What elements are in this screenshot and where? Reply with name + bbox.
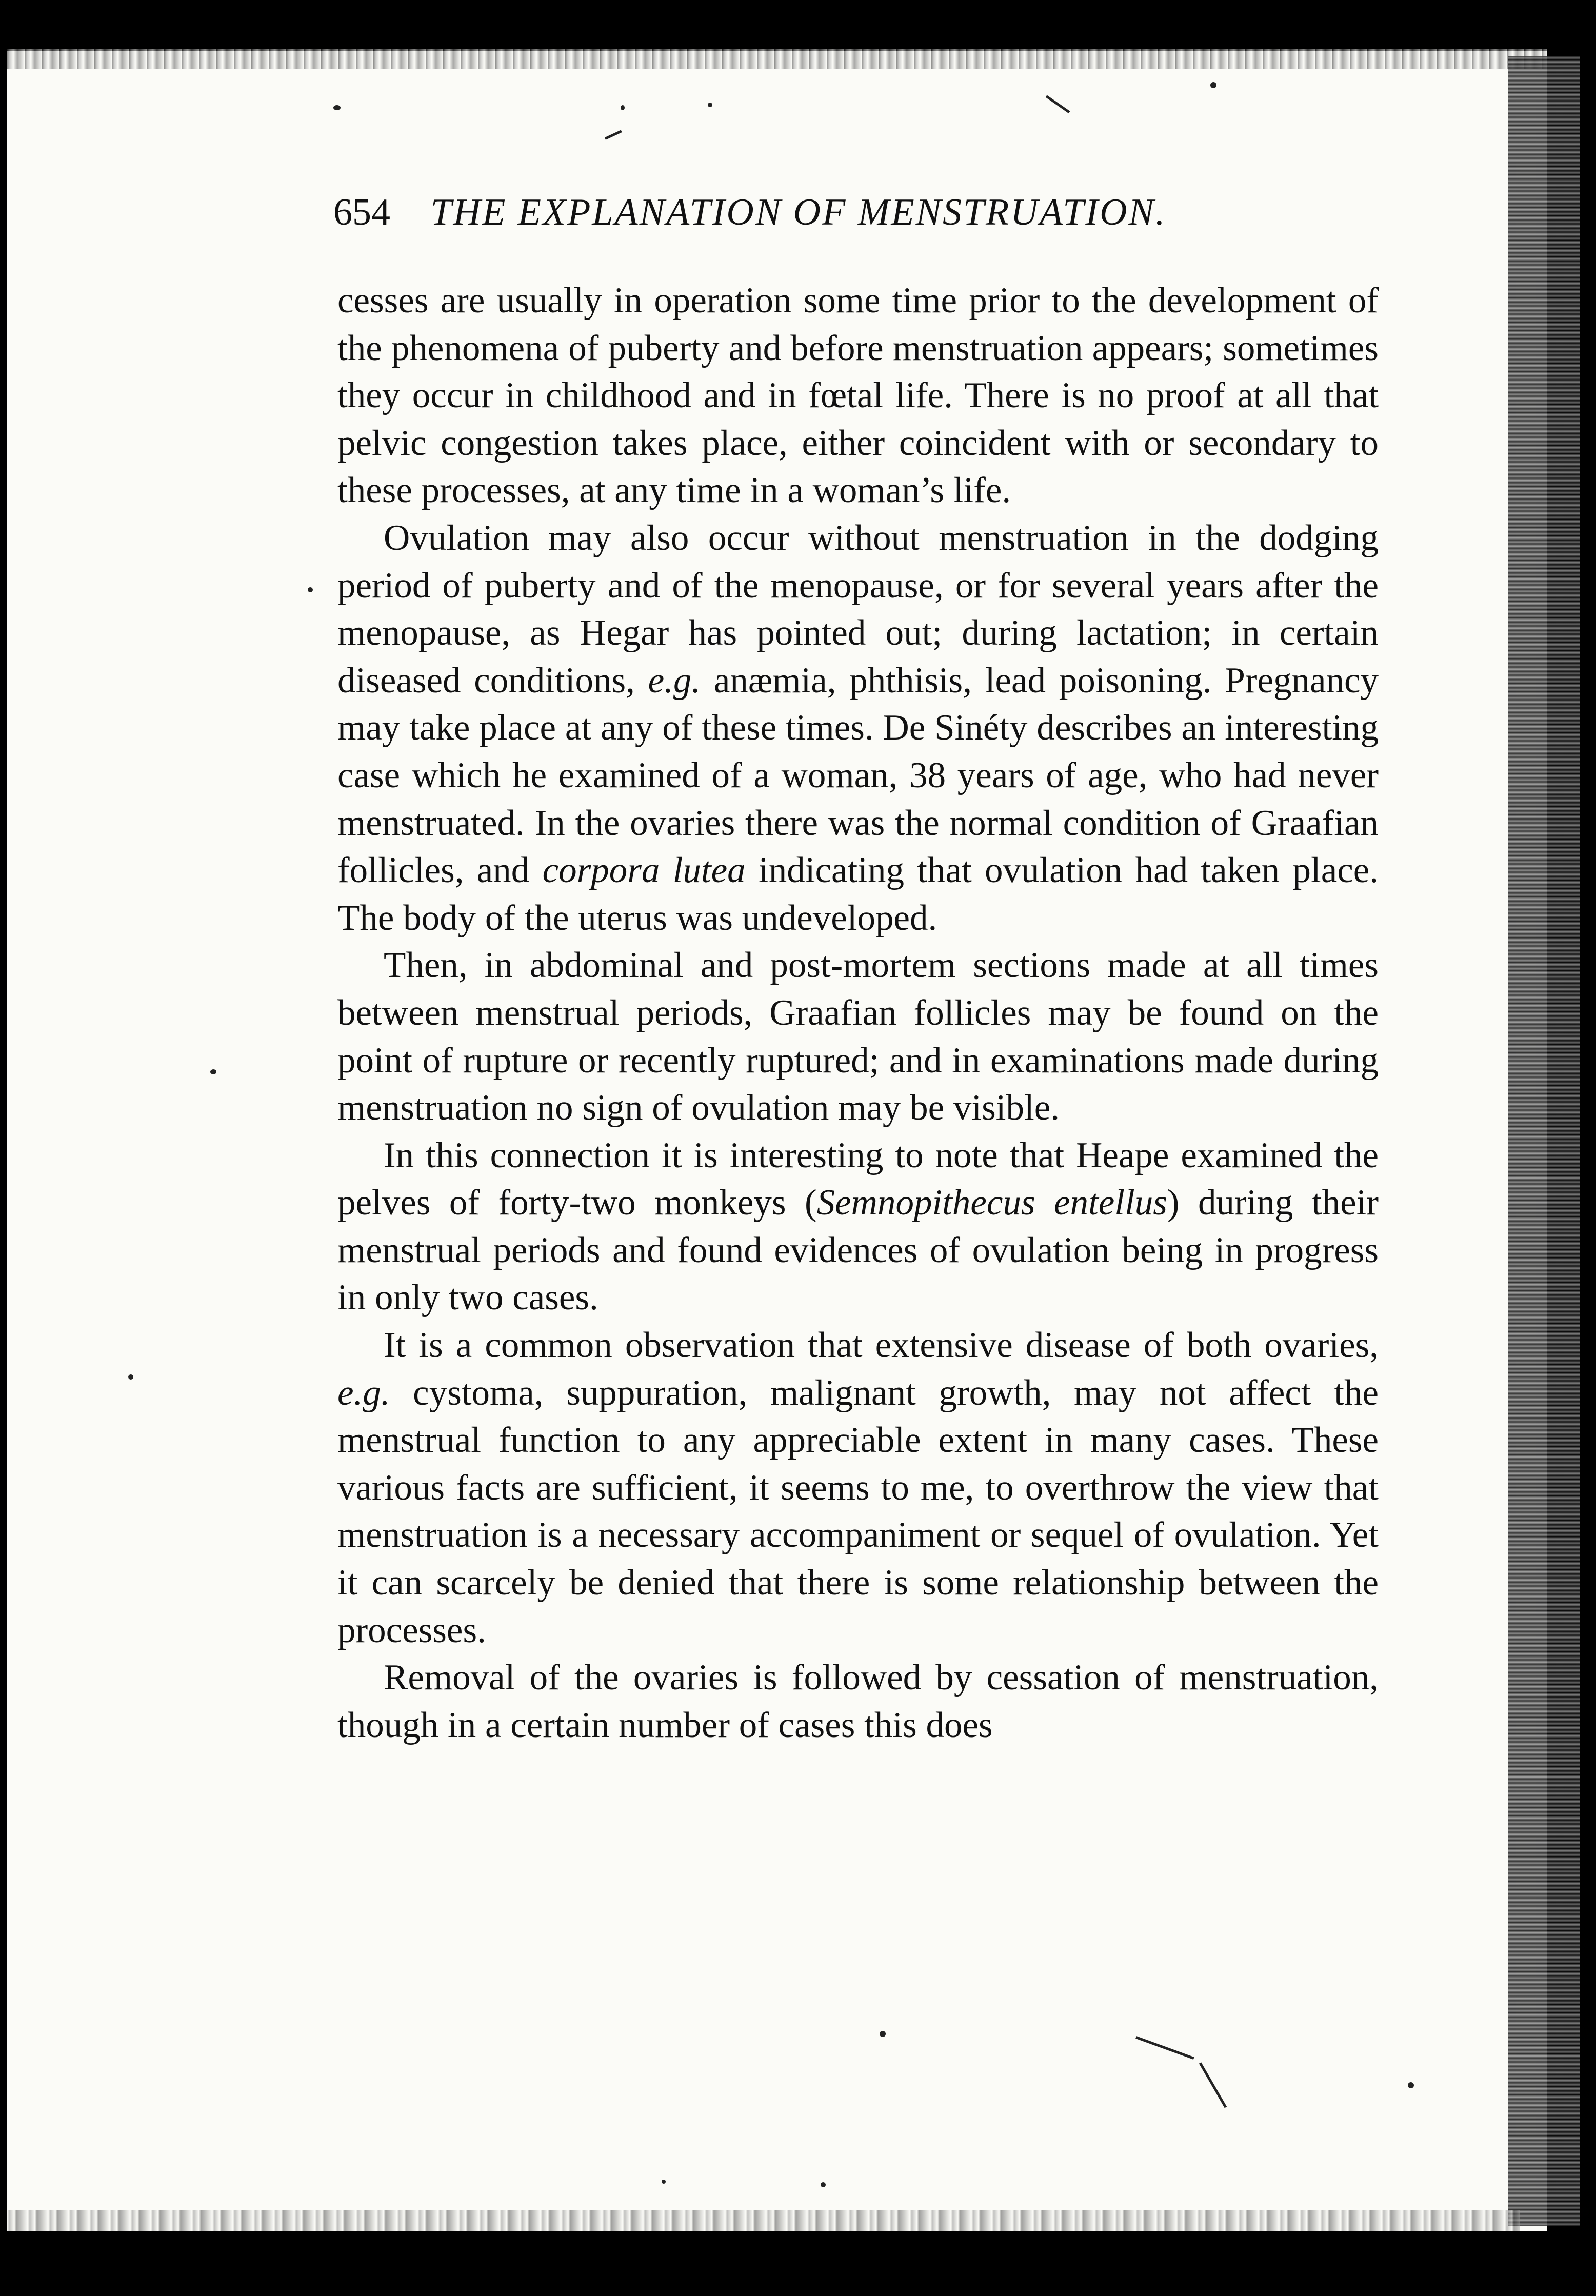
- species-name: Semnopithecus entellus: [816, 1183, 1167, 1223]
- paragraph-2: [337, 514, 1379, 942]
- paragraph-2-part-1: Ovulation may also occur without menstruation in the dodging period of puberty and of the menopause, or for several years after the menopause, as Hegar has pointed out; during lactation; in certain diseased conditions,: [337, 517, 1379, 701]
- scan-bottom-edge: [7, 2210, 1520, 2231]
- latin-term: corpora lutea: [542, 850, 746, 891]
- running-title: THE EXPLANATION OF MENSTRUATION.: [430, 191, 1167, 233]
- scan-speck: [880, 2031, 886, 2037]
- paragraph-4-part-1: In this connection it is interesting to note that Heape examined the pelves of forty-two monkeys (: [337, 1135, 1379, 1223]
- scan-speck: [621, 105, 625, 110]
- scan-speck: [128, 1374, 133, 1380]
- body-text: [337, 277, 1379, 1749]
- paragraph-5-part-2: cystoma, suppuration, malignant growth, may not affect the menstrual function to any appreciable extent in many cases. These various facts are sufficient, it seems to me, to overthrow the view that menstruation is a necessary accompaniment or sequel of ovulation. Yet it can scarcely be denied that there is some relationship between the processes.: [337, 1372, 1379, 1650]
- scan-speck: [1210, 82, 1216, 88]
- paragraph-5: [337, 1322, 1379, 1654]
- paragraph-2-part-3: indicating that ovulation had taken place. The body of the uterus was undeveloped.: [337, 850, 1379, 938]
- paragraph-6: Removal of the ovaries is followed by cessation of menstruation, though in a certain number of cases this does: [337, 1658, 1379, 1745]
- abbreviation-eg: e.g.: [648, 660, 701, 701]
- page-number: 654: [333, 191, 390, 233]
- paragraph-1: cesses are usually in operation some time prior to the development of the phenomena of puberty and before menstruation appears; sometimes they occur in childhood and in fœtal life. There is no proof at all that pelvic congestion takes place, either coincident with or secondary to these processes, at any time in a woman’s life.: [337, 281, 1379, 511]
- paragraph-4-part-2: ) during their menstrual periods and found evidences of ovulation being in progress in only two cases.: [337, 1183, 1379, 1318]
- abbreviation-eg: e.g.: [337, 1372, 390, 1413]
- running-header: [333, 191, 1256, 234]
- scan-speck: [1408, 2082, 1414, 2088]
- scan-speck: [708, 103, 712, 107]
- paragraph-5-part-1: It is a common observation that extensive disease of both ovaries,: [384, 1325, 1379, 1366]
- scan-speck: [821, 2182, 826, 2187]
- paragraph-2-part-2: anæmia, phthisis, lead poisoning. Pregnancy may take place at any of these times. De Sinéty describes an interesting case which he examined of a woman, 38 years of age, who had never menstruated. In the ovaries there was the normal condition of Graafian follicles, and: [337, 660, 1379, 891]
- scan-speck: [308, 587, 313, 592]
- scan-speck: [662, 2180, 666, 2184]
- scan-speck: [333, 105, 341, 110]
- paragraph-3: Then, in abdominal and post-mortem sections made at all times between menstrual periods, Graafian follicles may be found on the point of rupture or recently ruptured; and in examinations made during menstruation no sign of ovulation may be visible.: [337, 945, 1379, 1128]
- scan-top-edge: [7, 49, 1547, 69]
- scan-right-edge: [1508, 56, 1580, 2226]
- paragraph-4: [337, 1132, 1379, 1322]
- scan-speck: [210, 1069, 216, 1074]
